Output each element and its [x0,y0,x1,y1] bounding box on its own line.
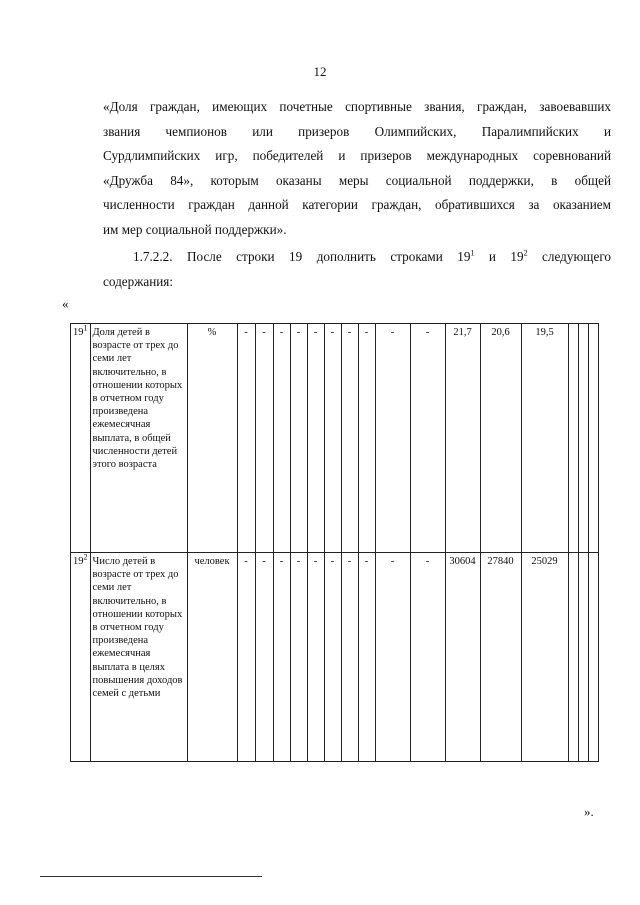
value-cell: - [324,324,341,553]
paragraph-line: звания чемпионов или призеров Олимпийских, Паралимпийских и [103,123,611,139]
row-number-cell: $19^1$ [71,324,91,553]
value-cell: 30604 [445,553,480,762]
amendment-line [103,245,611,270]
indicator-name-cell: Доля детей в возрасте от трех до семи лет включительно, в отношении которых в отчетном году произведена ежемесячная выплата, в общей численности детей этого возраста [90,324,187,553]
indicators-table [70,323,599,762]
value-cell: - [290,553,307,762]
empty-cell [568,324,578,553]
superscript: 1 [470,248,475,258]
empty-cell [578,324,588,553]
value-cell: - [358,553,375,762]
value-cell: - [375,324,410,553]
closing-quote: ». [584,804,594,819]
opening-quote: « [62,296,69,311]
row-number-cell: $19^2$ [71,553,91,762]
amendment-paragraph [103,245,611,294]
value-cell: - [273,553,290,762]
value-cell: 20,6 [480,324,521,553]
unit-cell: человек [187,553,237,762]
value-cell: - [324,553,341,762]
paragraph-line: Сурдлимпийских игр, победителей и призеров международных соревнований [103,148,611,164]
footnote-separator [40,876,262,877]
page-number: 12 [313,64,327,79]
empty-cell [568,553,578,762]
value-cell: - [410,324,445,553]
empty-cell [588,553,598,762]
superscript: 2 [523,248,528,258]
value-cell: - [255,324,273,553]
value-cell: - [307,553,324,762]
value-cell: 19,5 [521,324,568,553]
value-cell: - [273,324,290,553]
value-cell: - [375,553,410,762]
paragraph-line: «Доля граждан, имеющих почетные спортивные звания, граждан, завоевавших [103,99,611,114]
value-cell: - [307,324,324,553]
value-cell: - [358,324,375,553]
value-cell: 25029 [521,553,568,762]
amendment-text: и 19 [474,249,524,264]
table-row [71,324,599,553]
unit-cell: % [187,324,237,553]
value-cell: - [341,324,358,553]
empty-cell [578,553,588,762]
indicator-name-cell: Число детей в возрасте от трех до семи лет включительно, в отношении которых в отчетном году произведена ежемесячная выплата в целях повышения доходов семей с детьми [90,553,187,762]
value-cell: 21,7 [445,324,480,553]
value-cell: - [410,553,445,762]
amendment-text: следующего [527,249,611,264]
paragraph-line: «Дружба 84», которым оказаны меры социальной поддержки, в общей [103,172,611,188]
amendment-text: 1.7.2.2. После строки 19 дополнить строками 19 [133,249,471,264]
paragraph-line: численности граждан данной категории граждан, обратившихся за оказанием [103,197,611,213]
value-cell: - [290,324,307,553]
paragraph-line: им мер социальной поддержки». [103,221,287,237]
empty-cell [588,324,598,553]
quoted-indicator-paragraph [103,95,611,243]
value-cell: - [237,553,255,762]
amendment-line: содержания: [103,273,174,289]
value-cell: - [255,553,273,762]
value-cell: - [341,553,358,762]
value-cell: 27840 [480,553,521,762]
value-cell: - [237,324,255,553]
table-row [71,553,599,762]
